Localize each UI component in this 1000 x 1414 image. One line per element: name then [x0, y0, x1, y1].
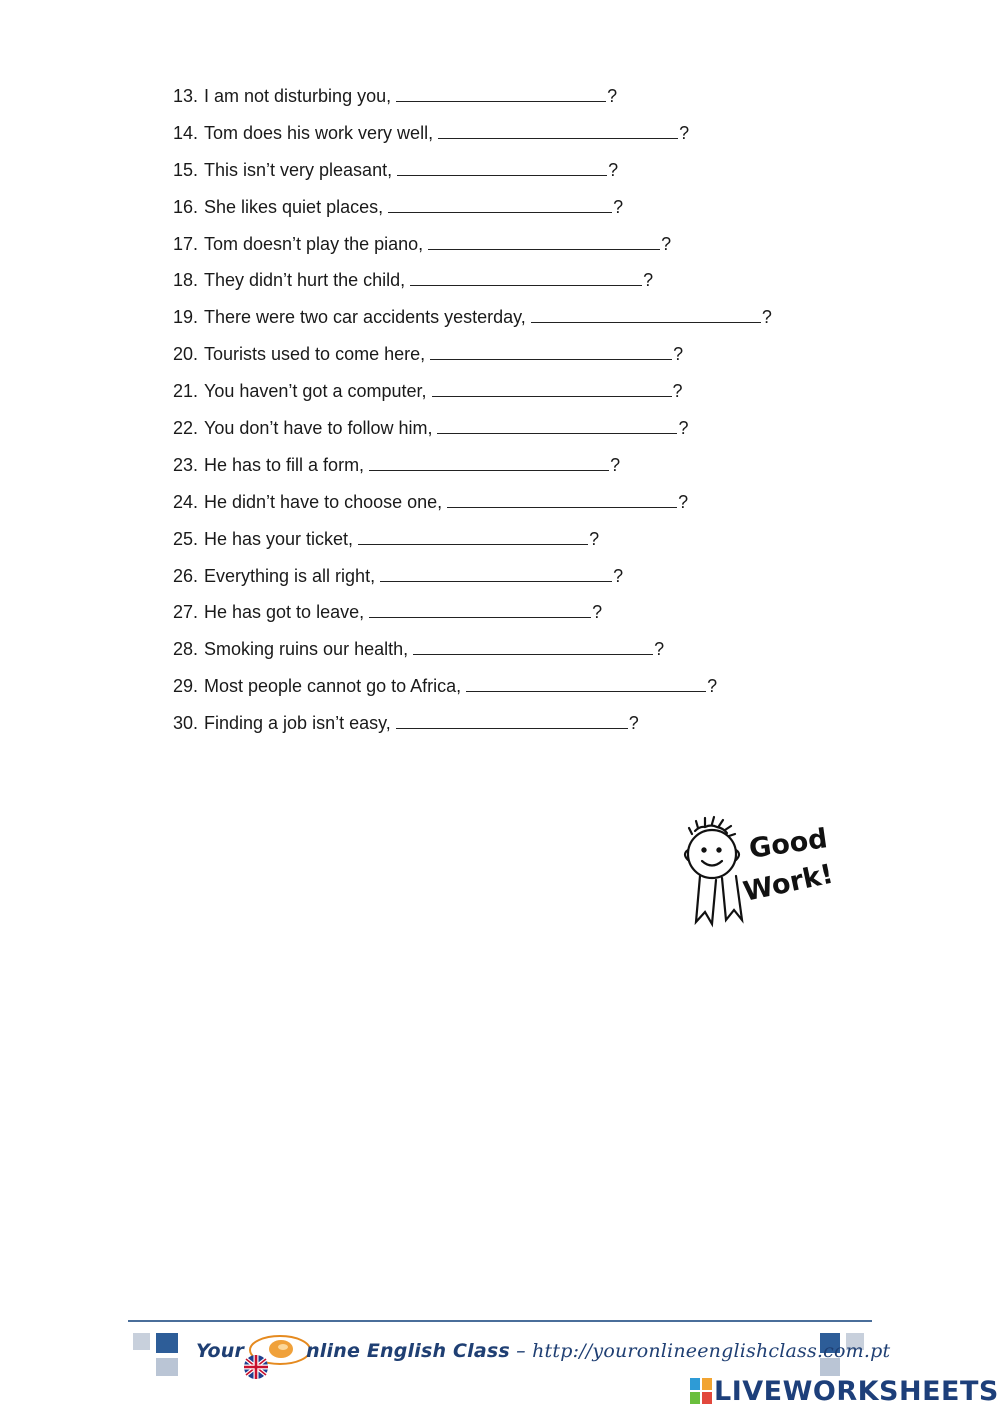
question-number: 22.: [173, 418, 199, 439]
answer-blank[interactable]: [466, 674, 706, 692]
question-mark: ?: [654, 639, 665, 660]
question-item: [173, 121, 873, 158]
question-number: 15.: [173, 159, 199, 180]
answer-blank[interactable]: [388, 195, 612, 213]
question-text: He didn’t have to choose one,: [204, 491, 443, 512]
question-number: 28.: [173, 639, 199, 660]
answer-blank[interactable]: [396, 711, 628, 729]
question-mark: ?: [613, 565, 624, 586]
answer-blank[interactable]: [428, 232, 660, 250]
question-mark: ?: [672, 381, 683, 402]
question-text: Most people cannot go to Africa,: [204, 676, 462, 697]
question-item: [173, 232, 873, 269]
answer-blank[interactable]: [430, 342, 672, 360]
question-text: He has your ticket,: [204, 528, 354, 549]
question-item: [173, 268, 873, 305]
question-text: You haven’t got a computer,: [204, 381, 427, 402]
answer-blank[interactable]: [380, 564, 612, 582]
question-mark: ?: [608, 159, 619, 180]
answer-blank[interactable]: [369, 453, 609, 471]
question-item: [173, 711, 873, 748]
question-mark: ?: [592, 602, 603, 623]
decor-square: [133, 1333, 150, 1350]
question-mark: ?: [643, 270, 654, 291]
question-number: 24.: [173, 491, 199, 512]
question-mark: ?: [661, 233, 672, 254]
answer-blank[interactable]: [358, 527, 588, 545]
question-mark: ?: [678, 491, 689, 512]
question-number: 23.: [173, 454, 199, 475]
question-mark: ?: [613, 196, 624, 217]
question-item: [173, 195, 873, 232]
decor-square: [156, 1333, 178, 1353]
question-number: 25.: [173, 528, 199, 549]
question-number: 21.: [173, 381, 199, 402]
answer-blank[interactable]: [432, 379, 672, 397]
question-text: Tom does his work very well,: [204, 122, 434, 143]
question-text: This isn’t very pleasant,: [204, 159, 393, 180]
question-item: [173, 564, 873, 601]
question-list: [173, 84, 873, 748]
question-text: You don’t have to follow him,: [204, 418, 433, 439]
page-footer: [128, 1320, 891, 1365]
question-number: 17.: [173, 233, 199, 254]
footer-brand-suffix: nline English Class: [306, 1340, 510, 1362]
question-text: They didn’t hurt the child,: [204, 270, 406, 291]
question-item: [173, 527, 873, 564]
answer-blank[interactable]: [531, 305, 761, 323]
question-mark: ?: [589, 528, 600, 549]
question-text: Everything is all right,: [204, 565, 376, 586]
question-mark: ?: [673, 344, 684, 365]
good-work-sticker: [678, 812, 836, 940]
liveworksheets-logo-icon: [690, 1378, 712, 1404]
question-number: 26.: [173, 565, 199, 586]
question-number: 16.: [173, 196, 199, 217]
question-text: Finding a job isn’t easy,: [204, 713, 391, 734]
question-item: [173, 84, 873, 121]
answer-blank[interactable]: [410, 268, 642, 286]
answer-blank[interactable]: [438, 121, 678, 139]
question-text: I am not disturbing you,: [204, 86, 392, 106]
question-mark: ?: [607, 86, 618, 106]
question-number: 20.: [173, 344, 199, 365]
question-mark: ?: [679, 122, 690, 143]
question-number: 29.: [173, 676, 199, 697]
question-item: [173, 490, 873, 527]
liveworksheets-watermark: [690, 1376, 999, 1406]
svg-text:Good: Good: [747, 823, 830, 865]
footer-caption: [196, 1340, 890, 1362]
question-item: [173, 379, 873, 416]
answer-blank[interactable]: [437, 416, 677, 434]
question-mark: ?: [610, 454, 621, 475]
liveworksheets-label: LIVEWORKSHEETS: [714, 1375, 999, 1407]
question-mark: ?: [678, 418, 689, 439]
question-text: He has got to leave,: [204, 602, 365, 623]
question-mark: ?: [761, 307, 772, 328]
svg-text:Work!: Work!: [740, 858, 836, 908]
question-mark: ?: [707, 676, 718, 697]
question-number: 13.: [173, 86, 199, 106]
question-item: [173, 637, 873, 674]
question-text: She likes quiet places,: [204, 196, 384, 217]
question-number: 14.: [173, 122, 199, 143]
footer-brand-prefix: Your: [196, 1340, 245, 1362]
question-item: [173, 674, 873, 711]
answer-blank[interactable]: [396, 84, 606, 102]
question-mark: ?: [628, 713, 639, 734]
footer-url[interactable]: http://youronlineenglishclass.com.pt: [532, 1340, 891, 1362]
question-text: Tourists used to come here,: [204, 344, 426, 365]
question-item: [173, 600, 873, 637]
question-text: He has to fill a form,: [204, 454, 365, 475]
question-text: Tom doesn’t play the piano,: [204, 233, 424, 254]
question-text: Smoking ruins our health,: [204, 639, 409, 660]
question-item: [173, 342, 873, 379]
footer-divider: [128, 1320, 872, 1322]
answer-blank[interactable]: [397, 158, 607, 176]
question-item: [173, 416, 873, 453]
question-number: 19.: [173, 307, 199, 328]
footer-dash: –: [516, 1340, 526, 1362]
decor-square: [156, 1358, 178, 1376]
question-text: There were two car accidents yesterday,: [204, 307, 526, 328]
answer-blank[interactable]: [413, 637, 653, 655]
question-item: [173, 453, 873, 490]
question-item: [173, 158, 873, 195]
question-item: [173, 305, 873, 342]
question-number: 30.: [173, 713, 199, 734]
question-number: 18.: [173, 270, 199, 291]
question-number: 27.: [173, 602, 199, 623]
answer-blank[interactable]: [447, 490, 677, 508]
answer-blank[interactable]: [369, 600, 591, 618]
